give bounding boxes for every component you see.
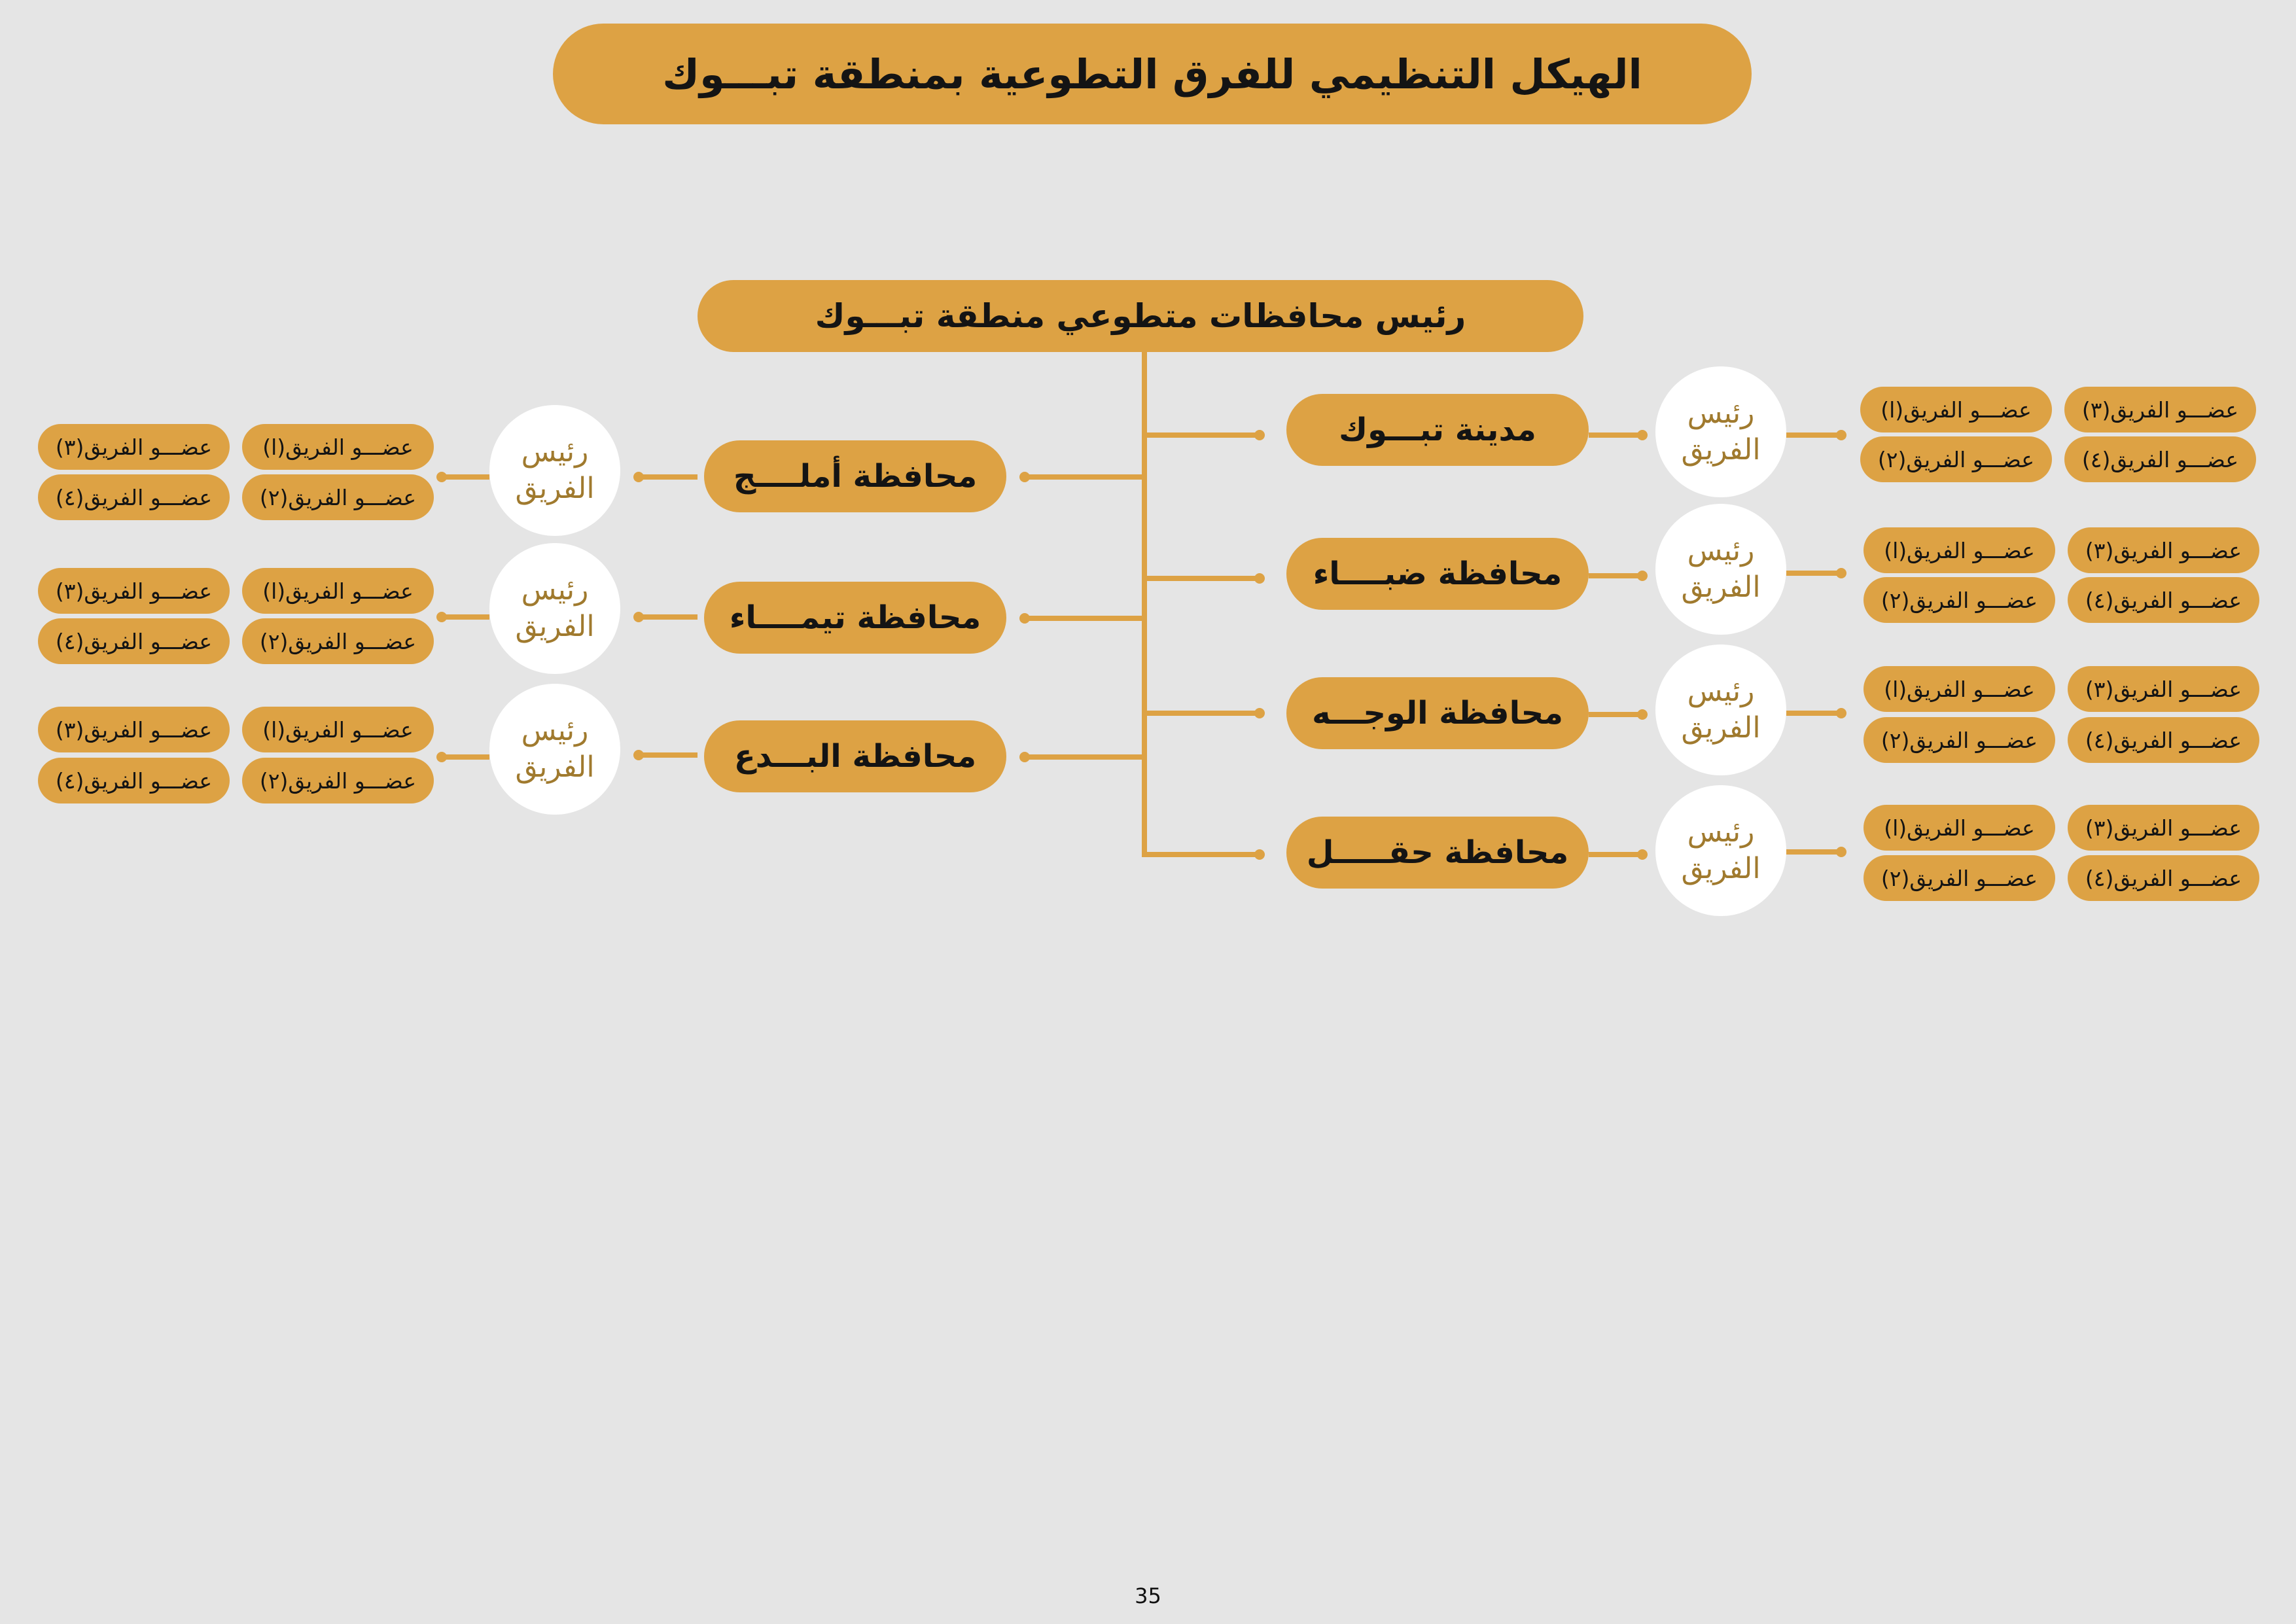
team-leader-circle — [489, 543, 620, 674]
connector-line — [1589, 712, 1642, 717]
member-pill: عضـــو الفريق(ا) — [1863, 666, 2055, 712]
connector-dot — [1019, 752, 1030, 762]
connector-dot — [633, 750, 644, 760]
connector-dot — [1254, 849, 1265, 860]
connector-dot — [1836, 708, 1846, 718]
team-leader-circle — [1655, 366, 1786, 497]
connector-line — [1144, 576, 1260, 581]
member-pill: عضـــو الفريق(ا) — [242, 568, 434, 614]
connector-dot — [1637, 430, 1648, 440]
leader-label: الفريق — [1681, 711, 1761, 745]
member-pill: عضـــو الفريق(٢) — [1860, 436, 2052, 482]
leader-label: رئيس — [1687, 675, 1755, 708]
team-leader-circle — [1655, 644, 1786, 775]
connector-dot — [436, 472, 447, 482]
connector-line — [1025, 616, 1144, 621]
connector-line — [1025, 474, 1144, 480]
leader-label: رئيس — [521, 573, 589, 607]
leader-label: الفريق — [1681, 571, 1761, 604]
team-leader-circle — [1655, 785, 1786, 916]
member-pill: عضـــو الفريق(٢) — [242, 758, 434, 803]
head-node: رئيس محافظات متطوعي منطقة تبـــوك — [698, 280, 1583, 352]
connector-dot — [1254, 430, 1265, 440]
connector-line — [442, 474, 489, 480]
connector-dot — [1019, 472, 1030, 482]
member-pill: عضـــو الفريق(٣) — [38, 424, 230, 470]
leader-label: الفريق — [1681, 433, 1761, 467]
leader-label: رئيس — [1687, 397, 1755, 430]
branch-node-haql: محافظة حقـــــل — [1286, 817, 1589, 889]
connector-dot — [436, 752, 447, 762]
chart-title: الهيكل التنظيمي للفرق التطوعية بمنطقة تبـــوك — [553, 24, 1752, 124]
member-pill: عضـــو الفريق(٢) — [1863, 855, 2055, 901]
connector-line — [1786, 711, 1841, 716]
member-pill: عضـــو الفريق(٣) — [2064, 387, 2256, 432]
connector-line — [639, 752, 698, 758]
connector-dot — [436, 612, 447, 622]
connector-line — [442, 754, 489, 760]
connector-line — [1786, 849, 1841, 855]
leader-label: الفريق — [515, 750, 595, 784]
branch-node-wajh: محافظة الوجـــه — [1286, 677, 1589, 749]
connector-dot — [1254, 573, 1265, 584]
leader-label: رئيس — [521, 714, 589, 747]
member-pill: عضـــو الفريق(٢) — [242, 474, 434, 520]
connector-line — [1589, 573, 1642, 578]
branch-node-bada: محافظة البـــدع — [704, 720, 1006, 792]
member-pill: عضـــو الفريق(٤) — [2068, 855, 2259, 901]
connector-dot — [1836, 430, 1846, 440]
team-leader-circle — [1655, 504, 1786, 635]
leader-label: الفريق — [515, 472, 595, 505]
leader-label: الفريق — [1681, 852, 1761, 885]
connector-dot — [633, 472, 644, 482]
member-pill: عضـــو الفريق(٤) — [38, 474, 230, 520]
connector-dot — [1019, 613, 1030, 624]
connector-line — [1144, 711, 1260, 716]
connector-line — [1589, 852, 1642, 857]
connector-line — [1144, 432, 1260, 438]
member-pill: عضـــو الفريق(٣) — [38, 707, 230, 752]
member-pill: عضـــو الفريق(٢) — [1863, 577, 2055, 623]
member-pill: عضـــو الفريق(ا) — [242, 707, 434, 752]
member-pill: عضـــو الفريق(٤) — [2068, 577, 2259, 623]
leader-label: رئيس — [1687, 534, 1755, 567]
member-pill: عضـــو الفريق(ا) — [1863, 805, 2055, 851]
connector-dot — [1836, 847, 1846, 857]
leader-label: رئيس — [1687, 815, 1755, 849]
member-pill: عضـــو الفريق(٤) — [2068, 717, 2259, 763]
branch-node-duba: محافظة ضبــــاء — [1286, 538, 1589, 610]
member-pill: عضـــو الفريق(٢) — [242, 618, 434, 664]
member-pill: عضـــو الفريق(ا) — [242, 424, 434, 470]
connector-line — [1786, 432, 1841, 438]
member-pill: عضـــو الفريق(٤) — [2064, 436, 2256, 482]
connector-dot — [1637, 709, 1648, 720]
connector-line — [639, 614, 698, 620]
member-pill: عضـــو الفريق(٣) — [2068, 805, 2259, 851]
branch-node-umluj: محافظة أملــــج — [704, 440, 1006, 512]
member-pill: عضـــو الفريق(٤) — [38, 758, 230, 803]
leader-label: الفريق — [515, 610, 595, 643]
connector-dot — [1836, 568, 1846, 578]
connector-line — [1144, 852, 1260, 857]
branch-node-tayma: محافظة تيمــــاء — [704, 582, 1006, 654]
member-pill: عضـــو الفريق(ا) — [1863, 527, 2055, 573]
connector-line — [442, 614, 489, 620]
member-pill: عضـــو الفريق(٤) — [38, 618, 230, 664]
connector-dot — [1637, 849, 1648, 860]
trunk-line — [1142, 352, 1147, 857]
connector-line — [1589, 432, 1642, 438]
connector-line — [639, 474, 698, 480]
branch-node-tabuk: مدينة تبـــوك — [1286, 394, 1589, 466]
member-pill: عضـــو الفريق(ا) — [1860, 387, 2052, 432]
connector-line — [1786, 571, 1841, 576]
connector-dot — [633, 612, 644, 622]
team-leader-circle — [489, 684, 620, 815]
member-pill: عضـــو الفريق(٣) — [2068, 527, 2259, 573]
member-pill: عضـــو الفريق(٣) — [38, 568, 230, 614]
connector-dot — [1637, 571, 1648, 581]
leader-label: رئيس — [521, 435, 589, 468]
member-pill: عضـــو الفريق(٢) — [1863, 717, 2055, 763]
member-pill: عضـــو الفريق(٣) — [2068, 666, 2259, 712]
connector-dot — [1254, 708, 1265, 718]
page-number: 35 — [1135, 1583, 1161, 1608]
team-leader-circle — [489, 405, 620, 536]
connector-line — [1025, 754, 1144, 760]
